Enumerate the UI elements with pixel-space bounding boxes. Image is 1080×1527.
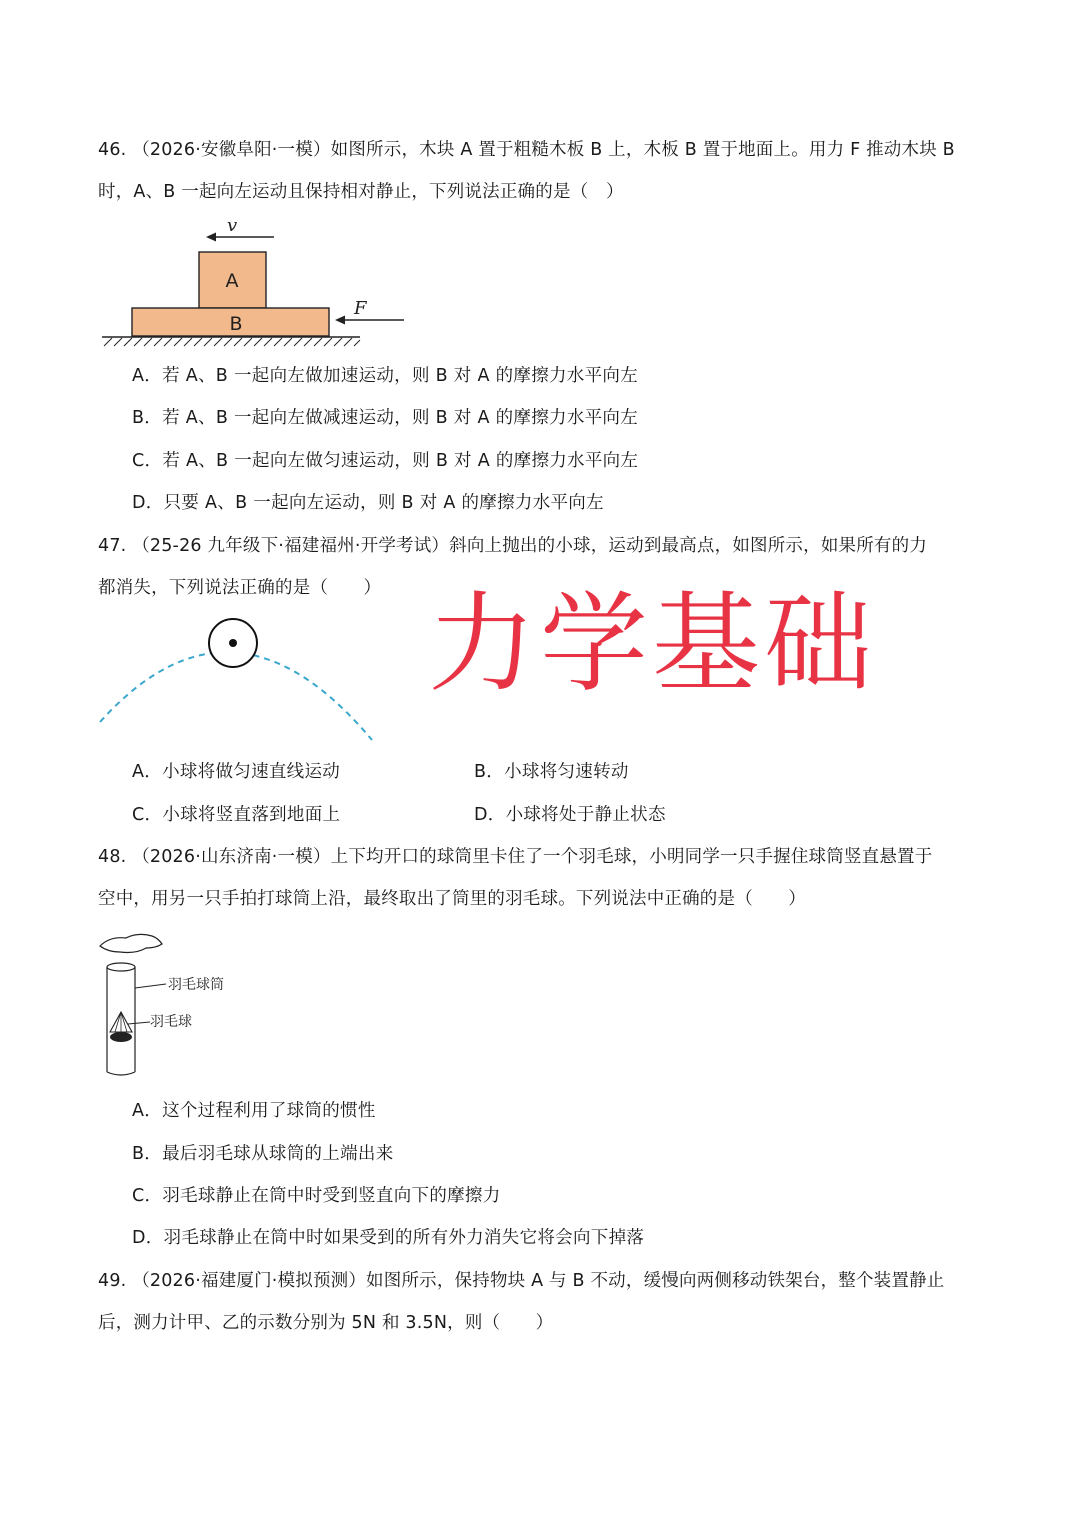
q47-option-c: C．小球将竖直落到地面上 — [132, 805, 341, 825]
force-label: F — [354, 298, 367, 319]
tube-body — [107, 1072, 135, 1075]
question-48-stem-line1: 48. （2026·山东济南·一模）上下均开口的球筒里卡住了一个羽毛球，小明同学一只手握住球筒竖直悬置于 — [98, 847, 933, 867]
q46-option-b: B．若 A、B 一起向左做减速运动，则 B 对 A 的摩擦力水平向左 — [132, 408, 639, 428]
question-46-stem-line1: 46. （2026·安徽阜阳·一模）如图所示，木块 A 置于粗糙木板 B 上，木板 B 置于地面上。用力 F 推动木块 B — [98, 140, 955, 160]
ball-trajectory-figure — [96, 614, 381, 744]
shuttle-tube-figure — [96, 926, 246, 1081]
q48-option-a: A．这个过程利用了球筒的惯性 — [132, 1101, 376, 1121]
q48-option-b: B．最后羽毛球从球筒的上端出来 — [132, 1144, 394, 1164]
question-49-stem-line1: 49. （2026·福建厦门·模拟预测）如图所示，保持物块 A 与 B 不动，缓慢向两侧移动铁架台，整个装置静止 — [98, 1271, 945, 1291]
q47-option-d: D．小球将处于静止状态 — [474, 805, 666, 825]
q48-option-d: D．羽毛球静止在筒中时如果受到的所有外力消失它将会向下掉落 — [132, 1228, 645, 1248]
tube-label: 羽毛球筒 — [168, 977, 224, 993]
q47-option-b: B．小球将匀速转动 — [474, 762, 629, 782]
hand-icon — [100, 934, 162, 952]
shuttlecock-icon — [110, 1012, 132, 1042]
question-47-stem-line1: 47. （25-26 九年级下·福建福州·开学考试）斜向上抛出的小球，运动到最高点，如图所示，如果所有的力 — [98, 536, 928, 556]
q47-option-a: A．小球将做匀速直线运动 — [132, 762, 341, 782]
tube-top-rim — [107, 963, 135, 971]
block-b-label: B — [229, 313, 243, 335]
q46-option-d: D．只要 A、B 一起向左运动，则 B 对 A 的摩擦力水平向左 — [132, 493, 604, 513]
question-46-stem-line2: 时，A、B 一起向左运动且保持相对静止，下列说法正确的是（ ） — [98, 182, 624, 202]
q46-option-a: A．若 A、B 一起向左做加速运动，则 B 对 A 的摩擦力水平向左 — [132, 366, 638, 386]
watermark-title: 力学基础 — [428, 582, 877, 707]
ground-hatching — [104, 338, 360, 346]
shuttle-label: 羽毛球 — [150, 1014, 192, 1030]
ball-center-dot — [229, 639, 237, 647]
q46-option-c: C．若 A、B 一起向左做匀速运动，则 B 对 A 的摩擦力水平向左 — [132, 451, 639, 471]
question-47-stem-line2: 都消失，下列说法正确的是（ ） — [98, 578, 382, 598]
question-48 — [98, 836, 988, 920]
question-49-stem-line2: 后，测力计甲、乙的示数分别为 5N 和 3.5N，则（ ） — [98, 1313, 554, 1333]
question-49 — [98, 1260, 988, 1344]
question-46 — [98, 129, 988, 213]
question-48-stem-line2: 空中，用另一只手拍打球筒上沿，最终取出了筒里的羽毛球。下列说法中正确的是（ ） — [98, 889, 806, 909]
q48-option-c: C．羽毛球静止在筒中时受到竖直向下的摩擦力 — [132, 1186, 501, 1206]
blocks-figure — [98, 215, 418, 350]
block-a-label: A — [225, 270, 239, 292]
velocity-label: v — [227, 215, 238, 236]
